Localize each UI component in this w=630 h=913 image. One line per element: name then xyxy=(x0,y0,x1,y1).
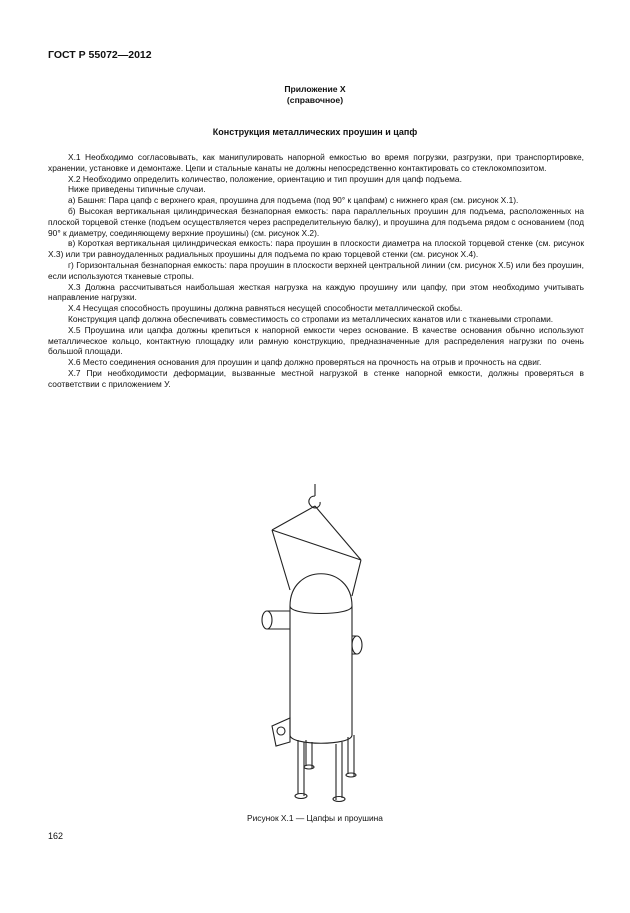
paragraph: Х.4 Несущая способность проушины должна равняться несущей способности металлической скобы. xyxy=(68,303,463,314)
paragraph: Х.1 Необходимо согласовывать, как манипулировать напорной емкостью во время погрузки, разгрузки, при транспортировке, хранении, установке и демонтаже. Цепи и стальные канаты не должны непосредственно контактировать со стеклокомпозитом. xyxy=(48,152,584,173)
paragraph: Х.2 Необходимо определить количество, положение, ориентацию и тип проушин для цапф подъема. xyxy=(68,173,462,184)
page-number: 162 xyxy=(48,831,64,841)
paragraph: в) Короткая вертикальная цилиндрическая емкость: пара проушин в плоскости диаметра на плоской торцевой стенке (см. рисунок Х.3) или три равноудаленных радиальных проушины для подъема по краю торцевой стенки (см. рисунок Х.4). xyxy=(48,238,584,260)
crane-hook-icon xyxy=(309,484,320,508)
left-trunnion xyxy=(262,611,272,629)
bottom-lifting-lug xyxy=(272,718,290,746)
paragraph: Х.5 Проушина или цапфа должны крепиться к напорной емкости через основание. В качестве основания обычно используют металлическое кольцо, контактную площадку или рамную конструкцию, предназначенные для распределения нагрузки по очень большой площади. xyxy=(48,324,584,357)
paragraph: б) Высокая вертикальная цилиндрическая безнапорная емкость: пара параллельных проушин для подъема, расположенных на плоской торцевой стенке (подъем осуществляется через распределительную балку), и проушина для подъема рядом с основанием (под 90° к диаметру, соединяющему верхние проушины) (см. рисунок Х.2). xyxy=(48,205,584,238)
paragraph: Х.6 Место соединения основания для проушин и цапф должно проверяться на прочность на отрыв и прочность на сдвиг. xyxy=(68,357,542,368)
vessel-shell xyxy=(290,606,352,735)
vessel-legs xyxy=(298,735,354,800)
vessel-dome xyxy=(290,574,352,606)
annex-subtitle: (справочное) xyxy=(286,95,344,105)
paragraph: а) Башня: Пара цапф с верхнего края, проушина для подъема (под 90° к цапфам) с нижнего края (см. рисунок Х.1). xyxy=(68,195,519,206)
body-text xyxy=(48,152,584,390)
vessel-lifting-figure xyxy=(230,478,400,808)
section-title: Конструкция металлических проушин и цапф xyxy=(212,127,418,137)
paragraph: г) Горизонтальная безнапорная емкость: пара проушин в плоскости верхней центральной линии (см. рисунок Х.5) или без проушин, если используются тканевые стропы. xyxy=(48,259,584,281)
paragraph: Х.3 Должна рассчитываться наибольшая жесткая нагрузка на каждую проушину или цапфу, при этом необходимо учитывать направление нагрузки. xyxy=(48,281,584,303)
figure-caption: Рисунок Х.1 — Цапфы и проушина xyxy=(247,813,383,823)
paragraph: Х.7 При необходимости деформации, вызванные местной нагрузкой в стенке напорной емкости, должны проверяться в соответствии с приложением У. xyxy=(48,367,584,389)
paragraph: Ниже приведены типичные случаи. xyxy=(68,184,206,195)
sling-lines xyxy=(272,506,361,596)
right-trunnion xyxy=(352,636,362,654)
paragraph: Конструкция цапф должна обеспечивать совместимость со стропами из металлических канатов или с тканевыми стропами. xyxy=(68,313,554,324)
standard-header: ГОСТ Р 55072—2012 xyxy=(48,49,152,61)
annex-title: Приложение Х xyxy=(284,84,346,94)
